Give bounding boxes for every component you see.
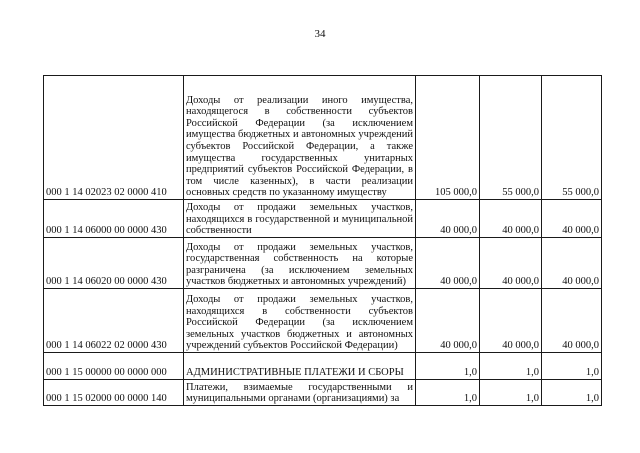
amount-year3-cell: 40 000,0 xyxy=(542,289,602,353)
table-row xyxy=(44,238,602,289)
revenue-table xyxy=(43,75,602,406)
amount-year2-cell: 40 000,0 xyxy=(480,200,542,238)
budget-code-cell: 000 1 15 00000 00 0000 000 xyxy=(44,353,184,380)
budget-code-cell: 000 1 14 02023 02 0000 410 xyxy=(44,76,184,200)
amount-year1-cell: 1,0 xyxy=(416,353,480,380)
amount-year1-cell: 40 000,0 xyxy=(416,289,480,353)
table-row xyxy=(44,289,602,353)
budget-code-cell: 000 1 15 02000 00 0000 140 xyxy=(44,380,184,406)
revenue-name-cell: Доходы от реализации иного имущества, находящегося в собственности субъектов Российской Федерации (за исключением имущества бюджетных и автономных учреждений субъектов Российской Федерации, а также имущества государственных унитарных предприятий субъектов Российской Федерации, в том числе казенных), в части реализации основных средств по указанному имуществу xyxy=(184,76,416,200)
amount-year1-cell: 105 000,0 xyxy=(416,76,480,200)
amount-year2-cell: 55 000,0 xyxy=(480,76,542,200)
amount-year3-cell: 1,0 xyxy=(542,353,602,380)
budget-code-cell: 000 1 14 06000 00 0000 430 xyxy=(44,200,184,238)
amount-year2-cell: 1,0 xyxy=(480,353,542,380)
page-number: 34 xyxy=(314,28,326,40)
amount-year2-cell: 40 000,0 xyxy=(480,289,542,353)
amount-year3-cell: 40 000,0 xyxy=(542,200,602,238)
revenue-name-cell: Доходы от продажи земельных участков, находящихся в государственной и муниципальной собственности xyxy=(184,200,416,238)
budget-code-cell: 000 1 14 06020 00 0000 430 xyxy=(44,238,184,289)
revenue-name-cell: Доходы от продажи земельных участков, государственная собственность на которые разграничена (за исключением земельных участков бюджетных и автономных учреждений) xyxy=(184,238,416,289)
revenue-name-cell: Доходы от продажи земельных участков, находящихся в собственности субъектов Российской Федерации (за исключением земельных участков бюджетных и автономных учреждений субъектов Российской Федерации) xyxy=(184,289,416,353)
amount-year1-cell: 40 000,0 xyxy=(416,238,480,289)
table-row xyxy=(44,353,602,380)
amount-year2-cell: 1,0 xyxy=(480,380,542,406)
amount-year3-cell: 55 000,0 xyxy=(542,76,602,200)
amount-year1-cell: 40 000,0 xyxy=(416,200,480,238)
revenue-name-cell: Платежи, взимаемые государственными и муниципальными органами (организациями) за xyxy=(184,380,416,406)
amount-year1-cell: 1,0 xyxy=(416,380,480,406)
table-row xyxy=(44,76,602,200)
amount-year2-cell: 40 000,0 xyxy=(480,238,542,289)
amount-year3-cell: 40 000,0 xyxy=(542,238,602,289)
table-row xyxy=(44,200,602,238)
amount-year3-cell: 1,0 xyxy=(542,380,602,406)
revenue-name-cell: АДМИНИСТРАТИВНЫЕ ПЛАТЕЖИ И СБОРЫ xyxy=(184,353,416,380)
budget-code-cell: 000 1 14 06022 02 0000 430 xyxy=(44,289,184,353)
table-row xyxy=(44,380,602,406)
